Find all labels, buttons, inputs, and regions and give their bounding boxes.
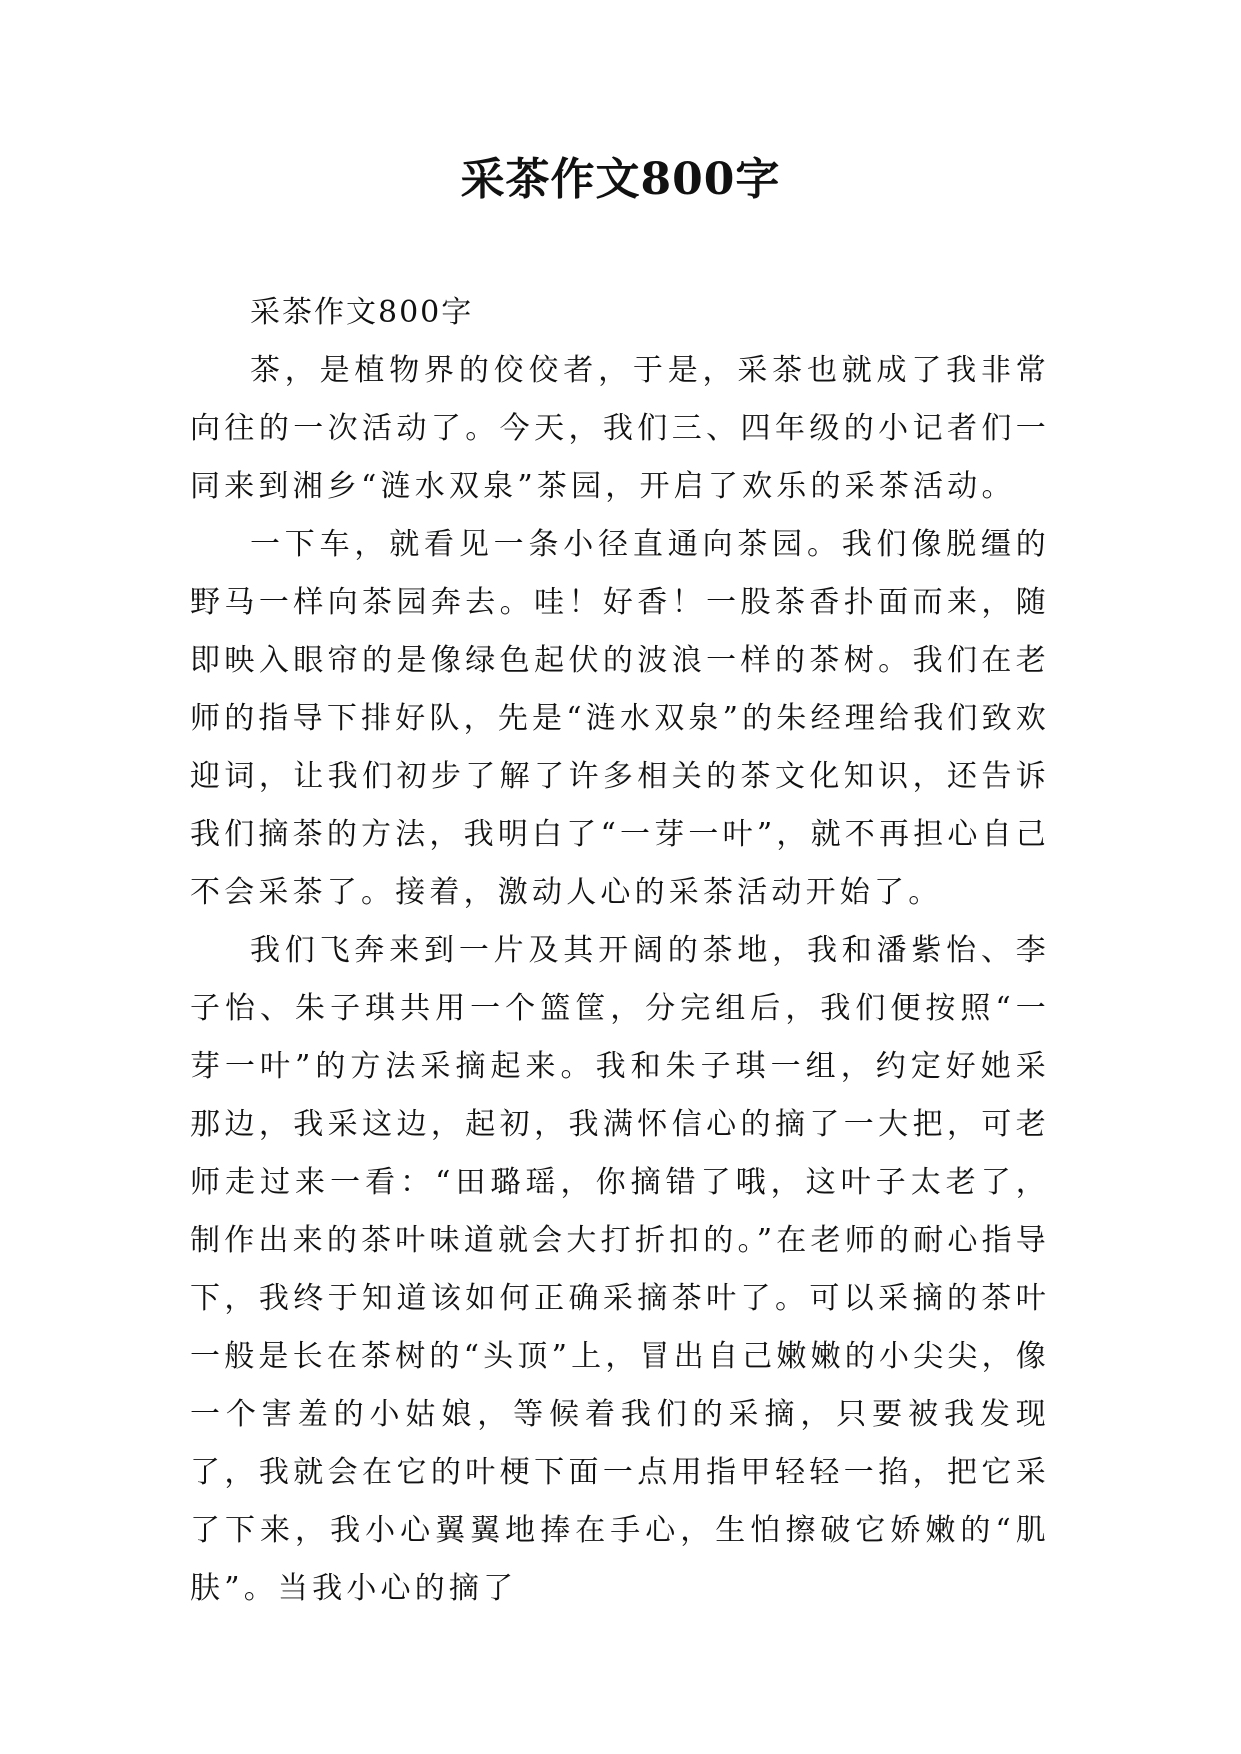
document-body: [190, 284, 1050, 1618]
document-title: 采茶作文800字: [460, 154, 781, 205]
paragraph-picking: 我们飞奔来到一片及其开阔的茶地，我和潘紫怡、李子怡、朱子琪共用一个篮筐，分完组后，我们便按照“一芽一叶”的方法采摘起来。我和朱子琪一组，约定好她采那边，我采这边，起初，我满怀信心的摘了一大把，可老师走过来一看：“田璐瑶，你摘错了哦，这叶子太老了，制作出来的茶叶味道就会大打折扣的。”在老师的耐心指导下，我终于知道该如何正确采摘茶叶了。可以采摘的茶叶一般是长在茶树的“头顶”上，冒出自己嫩嫩的小尖尖，像一个害羞的小姑娘，等候着我们的采摘，只要被我发现了，我就会在它的叶梗下面一点用指甲轻轻一掐，把它采了下来，我小心翼翼地捧在手心，生怕擦破它娇嫩的“肌肤”。当我小心的摘了: [190, 933, 1050, 1606]
paragraph-intro: 茶，是植物界的佼佼者，于是，采茶也就成了我非常向往的一次活动了。今天，我们三、四年级的小记者们一同来到湘乡“涟水双泉”茶园，开启了欢乐的采茶活动。: [190, 353, 1050, 504]
paragraph-arrival: 一下车，就看见一条小径直通向茶园。我们像脱缰的野马一样向茶园奔去。哇！好香！一股茶香扑面而来，随即映入眼帘的是像绿色起伏的波浪一样的茶树。我们在老师的指导下排好队，先是“涟水双泉”的朱经理给我们致欢迎词，让我们初步了解了许多相关的茶文化知识，还告诉我们摘茶的方法，我明白了“一芽一叶”，就不再担心自己不会采茶了。接着，激动人心的采茶活动开始了。: [190, 527, 1050, 910]
paragraph-subheading: 采茶作文800字: [250, 295, 474, 330]
